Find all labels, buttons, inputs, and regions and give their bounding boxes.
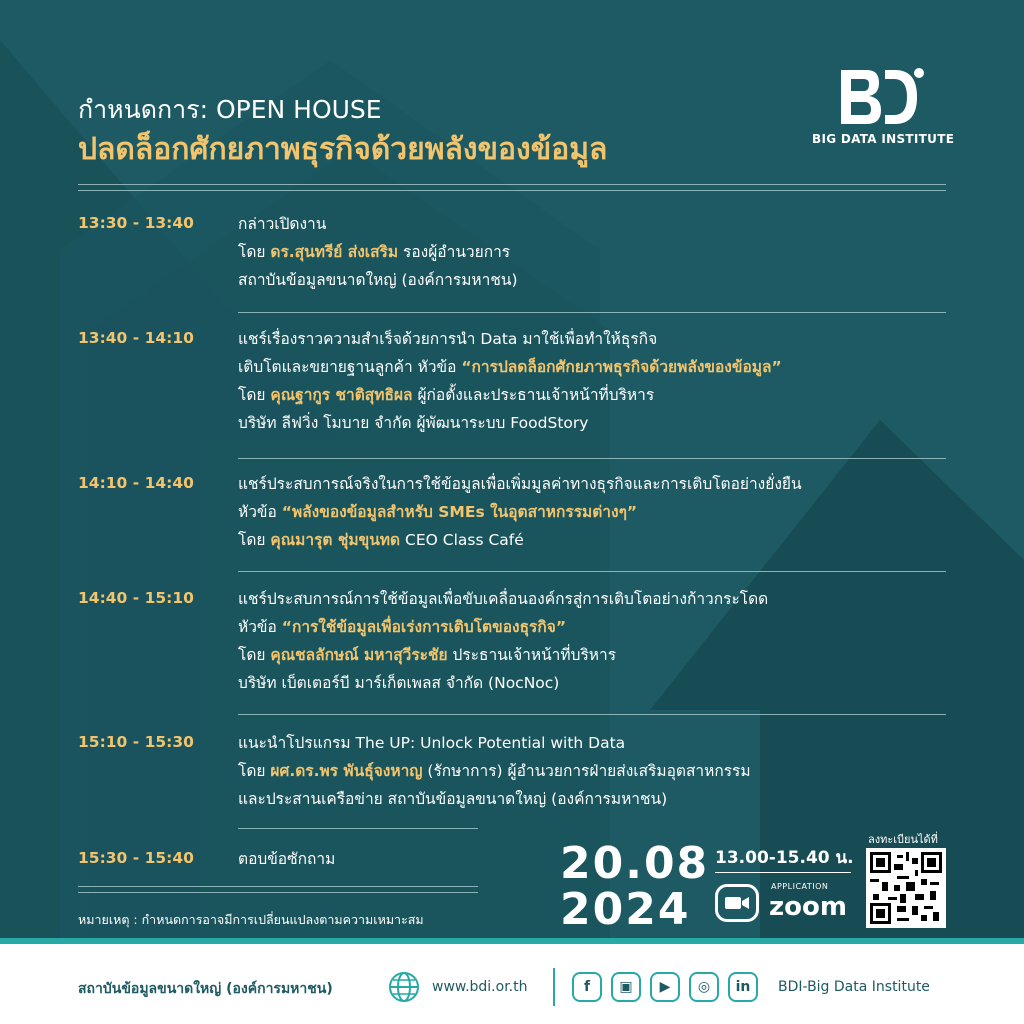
event-date-year: 2024 <box>560 884 691 935</box>
speaker-line <box>238 238 518 266</box>
zoom-badge <box>715 878 855 928</box>
event-time-range: 13.00-15.40 น. <box>715 848 854 868</box>
speaker-prefix: โดย <box>238 531 271 549</box>
divider <box>238 458 946 459</box>
instagram-icon[interactable]: ◎ <box>689 972 719 1002</box>
event-headline: ปลดล็อกศักยภาพธุรกิจด้วยพลังของข้อมูล <box>78 132 608 167</box>
video-camera-icon <box>715 884 759 922</box>
session-title: ตอบข้อซักถาม <box>238 850 336 868</box>
facebook-icon[interactable]: f <box>572 972 602 1002</box>
divider <box>238 828 478 829</box>
speaker-prefix: โดย <box>238 762 271 780</box>
session-topic: “การปลดล็อกศักยภาพธุรกิจด้วยพลังของข้อมูล” <box>461 358 782 376</box>
speaker-name: ผศ.ดร.พร พันธุ์จงหาญ <box>270 762 423 780</box>
speaker-line <box>238 526 802 554</box>
session-4-details <box>238 585 768 697</box>
session-time: 13:30 - 13:40 <box>78 214 194 232</box>
session-time: 15:30 - 15:40 <box>78 849 194 867</box>
app-label: APPLICATION <box>771 882 829 891</box>
speaker-role: ประธานเจ้าหน้าที่บริหาร <box>447 646 617 664</box>
divider <box>78 886 478 887</box>
bdi-logo-mark <box>837 66 927 128</box>
divider <box>238 571 946 572</box>
speaker-name: คุณมารุต ชุ่มขุนทด <box>270 531 401 549</box>
schedule-note: หมายเหตุ : กำหนดการอาจมีการเปลี่ยนแปลงตามความเหมาะสม <box>78 912 424 927</box>
speaker-role: CEO Class Café <box>400 531 524 549</box>
topic-prefix: หัวข้อ <box>238 618 282 636</box>
zoom-logo-text: zoom <box>769 892 847 922</box>
session-title: กล่าวเปิดงาน <box>238 215 327 233</box>
speaker-org: บริษัท ลีฟวิ่ง โมบาย จำกัด ผู้พัฒนาระบบ FoodStory <box>238 414 589 432</box>
speaker-role: ผู้ก่อตั้งและประธานเจ้าหน้าที่บริหาร <box>412 386 655 404</box>
speaker-line <box>238 641 768 669</box>
divider <box>78 184 946 185</box>
speaker-prefix: โดย <box>238 646 271 664</box>
topic-prefix: เติบโตและขยายฐานลูกค้า หัวข้อ <box>238 358 462 376</box>
divider <box>715 872 851 873</box>
session-5-details <box>238 729 751 813</box>
session-time: 13:40 - 14:10 <box>78 329 194 347</box>
session-topic-line <box>238 353 782 381</box>
event-date-day: 20.08 <box>560 838 710 889</box>
footer <box>0 944 1024 1024</box>
session-title: แชร์ประสบการณ์การใช้ข้อมูลเพื่อขับเคลื่อนองค์กรสู่การเติบโตอย่างก้าวกระโดด <box>238 590 769 608</box>
speaker-prefix: โดย <box>238 243 271 261</box>
session-1-details <box>238 210 518 294</box>
youtube-icon[interactable]: ▶ <box>650 972 680 1002</box>
speaker-name: คุณชลลักษณ์ มหาสุวีระชัย <box>270 646 448 664</box>
globe-icon <box>388 971 420 1003</box>
logo-text: BIG DATA INSTITUTE <box>812 132 955 146</box>
divider <box>78 190 946 191</box>
session-topic: “พลังของข้อมูลสำหรับ SMEs ในอุตสาหกรรมต่างๆ” <box>281 503 638 521</box>
session-time: 15:10 - 15:30 <box>78 733 194 751</box>
session-3-details <box>238 470 802 554</box>
topic-prefix: หัวข้อ <box>238 503 282 521</box>
session-title: แนะนำโปรแกรม The UP: Unlock Potential with Data <box>238 734 626 752</box>
session-topic-line <box>238 498 802 526</box>
session-2-details <box>238 325 782 437</box>
speaker-role: (รักษาการ) ผู้อำนวยการฝ่ายส่งเสริมอุตสาหกรรม <box>422 762 751 780</box>
website-link[interactable]: www.bdi.or.th <box>432 979 528 995</box>
divider <box>238 312 946 313</box>
session-time: 14:10 - 14:40 <box>78 474 194 492</box>
footer-brand: BDI-Big Data Institute <box>778 979 930 995</box>
session-topic: “การใช้ข้อมูลเพื่อเร่งการเติบโตของธุรกิจ” <box>281 618 567 636</box>
bdi-logo <box>812 66 955 162</box>
registration-qr-code[interactable] <box>866 848 946 928</box>
divider <box>238 714 946 715</box>
event-title: กำหนดการ: OPEN HOUSE <box>78 95 382 124</box>
session-time: 14:40 - 15:10 <box>78 589 194 607</box>
speaker-org: สถาบันข้อมูลขนาดใหญ่ (องค์การมหาชน) <box>238 271 518 289</box>
speaker-name: คุณฐากูร ชาติสุทธิผล <box>270 386 413 404</box>
speaker-line <box>238 381 782 409</box>
speaker-org: และประสานเครือข่าย สถาบันข้อมูลขนาดใหญ่ (องค์การมหาชน) <box>238 790 668 808</box>
speaker-role: รองผู้อำนวยการ <box>398 243 511 261</box>
speaker-org: บริษัท เบ็ตเตอร์บี มาร์เก็ตเพลส จำกัด (NocNoc) <box>238 674 560 692</box>
session-title: แชร์ประสบการณ์จริงในการใช้ข้อมูลเพื่อเพิ่มมูลค่าทางธุรกิจและการเติบโตอย่างยั่งยืน <box>238 475 802 493</box>
qr-pattern <box>870 852 942 924</box>
linkedin-icon[interactable]: in <box>728 972 758 1002</box>
session-topic-line <box>238 613 768 641</box>
speaker-prefix: โดย <box>238 386 271 404</box>
session-title: แชร์เรื่องราวความสำเร็จด้วยการนำ Data มาใช้เพื่อทำให้ธุรกิจ <box>238 330 658 348</box>
speaker-name: ดร.สุนทรีย์ ส่งเสริม <box>270 243 399 261</box>
session-6-details <box>238 845 335 873</box>
footer-divider <box>553 968 555 1006</box>
register-label: ลงทะเบียนได้ที่ <box>868 833 938 846</box>
divider <box>78 892 478 893</box>
speaker-line <box>238 757 751 785</box>
footer-org-name: สถาบันข้อมูลขนาดใหญ่ (องค์การมหาชน) <box>78 981 333 997</box>
chat-icon[interactable]: ▣ <box>611 972 641 1002</box>
